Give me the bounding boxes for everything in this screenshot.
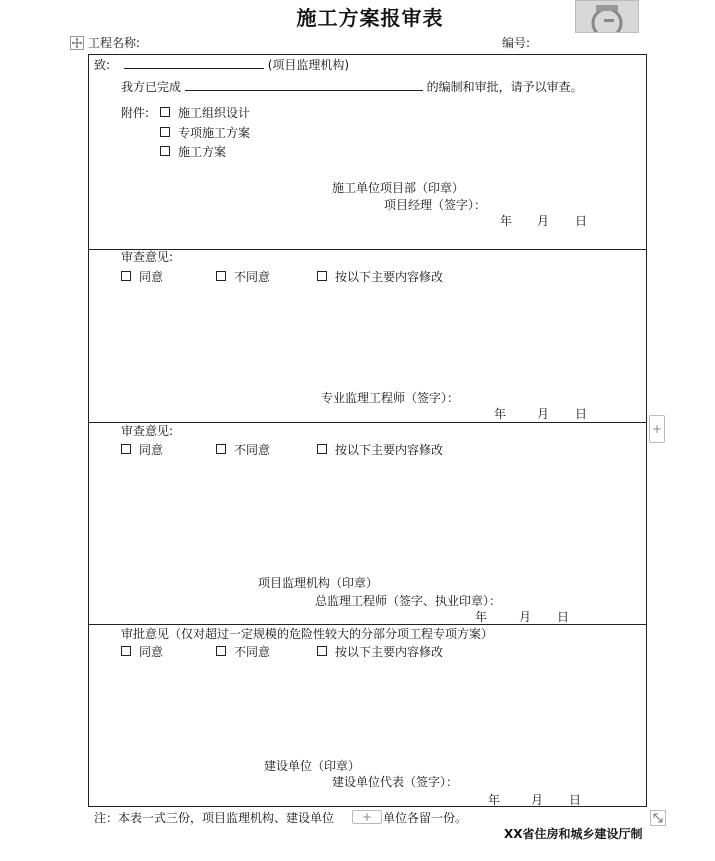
date-month: 月 [537,214,550,228]
checkbox[interactable] [317,271,327,281]
date-month: 月 [519,610,532,624]
date-month: 月 [531,793,544,807]
review-opinion-heading: 审查意见: [121,424,174,438]
date-day: 日 [557,610,570,624]
option-revise[interactable]: 按以下主要内容修改 [317,441,443,458]
attachment-option[interactable]: 施工组织设计 [160,104,250,121]
owner-seal-label: 建设单位（印章） [264,759,361,773]
option-agree[interactable]: 同意 [121,441,163,458]
add-row-button[interactable] [352,810,382,824]
move-arrows-icon [71,37,83,49]
addressee-blank[interactable] [124,56,264,69]
completion-line [121,78,583,95]
checkbox[interactable] [317,646,327,656]
checkbox[interactable] [317,444,327,454]
option-disagree[interactable]: 不同意 [216,441,270,458]
date-day: 日 [575,407,588,421]
checkbox[interactable] [216,271,226,281]
add-column-button[interactable] [649,415,665,443]
plus-icon: + [361,810,373,824]
completion-suffix: 的编制和审批，请予以审查。 [426,80,583,94]
checkbox[interactable] [216,444,226,454]
plan-name-blank[interactable] [185,78,423,91]
footer-note-part1: 注：本表一式三份，项目监理机构、建设单位 [94,811,335,825]
table-move-handle[interactable] [70,36,84,50]
date-month: 月 [537,407,550,421]
date-year: 年 [494,407,507,421]
attachment-label: 附件: [121,106,150,120]
owner-representative-sign-label: 建设单位代表（签字）： [332,775,459,789]
issuer-label: XX省住房和城乡建设厅制 [504,827,643,841]
checkbox[interactable] [160,107,170,117]
option-disagree[interactable]: 不同意 [216,268,270,285]
page-title: 施工方案报审表 [296,6,444,30]
logo-stamp [575,0,639,33]
contractor-seal-label: 施工单位项目部（印章） [332,181,465,195]
date-year: 年 [488,793,501,807]
checkbox[interactable] [121,271,131,281]
option-agree[interactable]: 同意 [121,643,163,660]
attachment-option[interactable]: 施工方案 [160,143,226,160]
date-day: 日 [569,793,582,807]
checkbox[interactable] [121,646,131,656]
resize-corner-icon [651,811,665,825]
addressee-suffix: (项目监理机构) [267,58,350,72]
option-revise[interactable]: 按以下主要内容修改 [317,643,443,660]
date-year: 年 [475,610,488,624]
number-label: 编号: [502,36,531,50]
checkbox[interactable] [216,646,226,656]
option-revise[interactable]: 按以下主要内容修改 [317,268,443,285]
date-year: 年 [500,214,513,228]
addressee-line [94,56,349,73]
checkbox[interactable] [160,146,170,156]
engineer-sign-label: 专业监理工程师（签字）： [321,391,460,405]
addressee-prefix: 致: [94,58,111,72]
approval-opinion-heading: 审批意见（仅对超过一定规模的危险性较大的分部分项工程专项方案） [121,627,494,641]
attachment-option[interactable]: 专项施工方案 [160,124,250,141]
date-day: 日 [575,214,588,228]
plus-icon: + [651,422,663,436]
completion-prefix: 我方已完成 [121,80,182,94]
chief-engineer-sign-label: 总监理工程师（签字、执业印章）： [315,594,502,608]
project-manager-sign-label: 项目经理（签字）： [384,198,487,212]
project-name-label: 工程名称: [88,36,141,50]
checkbox[interactable] [121,444,131,454]
supervision-seal-label: 项目监理机构（印章） [258,576,379,590]
footer-note-part2: 单位各留一份。 [383,811,468,825]
option-agree[interactable]: 同意 [121,268,163,285]
review-opinion-heading: 审查意见: [121,250,174,264]
checkbox[interactable] [160,127,170,137]
table-resize-handle[interactable] [650,810,666,826]
option-disagree[interactable]: 不同意 [216,643,270,660]
